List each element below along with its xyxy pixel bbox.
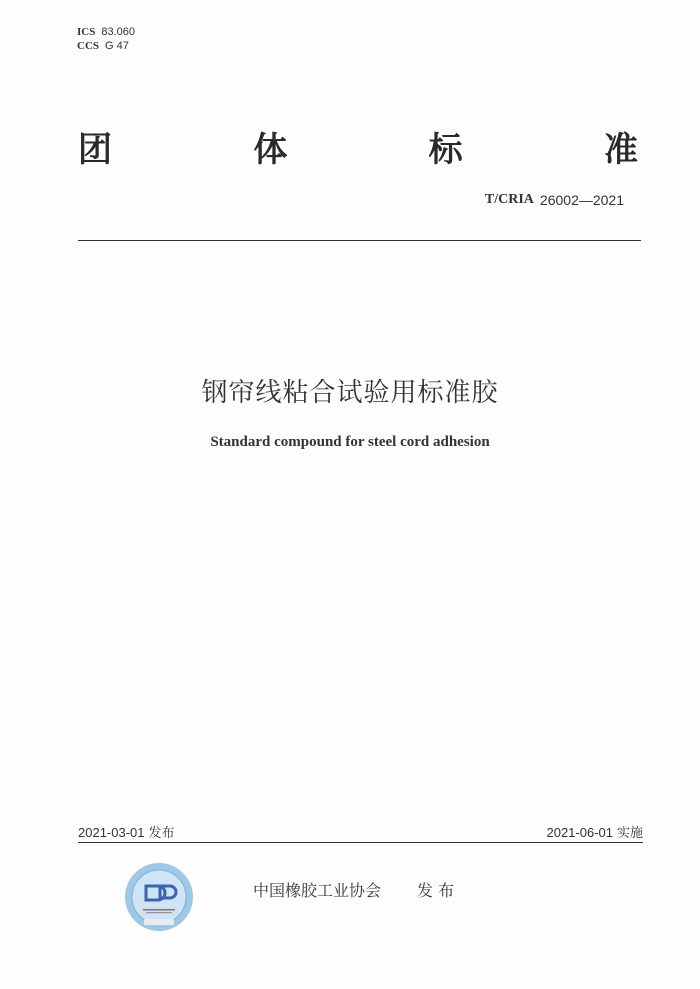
ics-label: ICS	[77, 26, 96, 38]
bottom-divider	[78, 842, 643, 843]
title-chinese: 钢帘线粘合试验用标准胶	[201, 378, 499, 408]
release-date	[78, 822, 175, 841]
release-date-label: 发布	[148, 826, 175, 841]
implementation-date-label: 实施	[616, 826, 643, 841]
ics-code	[77, 25, 135, 39]
implementation-date	[546, 822, 643, 841]
ccs-label: CCS	[77, 40, 100, 52]
classification-codes	[77, 25, 135, 53]
standard-code-number: 26002—2021	[539, 192, 624, 208]
publisher-action: 发 布	[417, 881, 455, 900]
standard-type-heading	[78, 122, 638, 171]
standard-code	[485, 192, 624, 208]
standard-type-char: 体	[253, 130, 288, 170]
title-english: Standard compound for steel cord adhesion	[210, 434, 490, 450]
publisher-name: 中国橡胶工业协会	[253, 881, 382, 900]
implementation-date-value: 2021-06-01	[546, 825, 613, 840]
standard-code-prefix: T/CRIA	[484, 192, 534, 207]
standard-type-char: 标	[428, 130, 463, 170]
standard-type-char: 准	[603, 130, 638, 170]
publisher	[253, 878, 454, 901]
standard-type-char: 团	[78, 130, 112, 170]
ccs-code	[77, 39, 135, 53]
top-divider	[78, 240, 641, 241]
ics-value: 83.060	[101, 26, 135, 38]
dates-row	[78, 822, 643, 841]
seal-icon	[124, 862, 194, 932]
ccs-value: G 47	[105, 40, 129, 52]
release-date-value: 2021-03-01	[78, 825, 145, 840]
